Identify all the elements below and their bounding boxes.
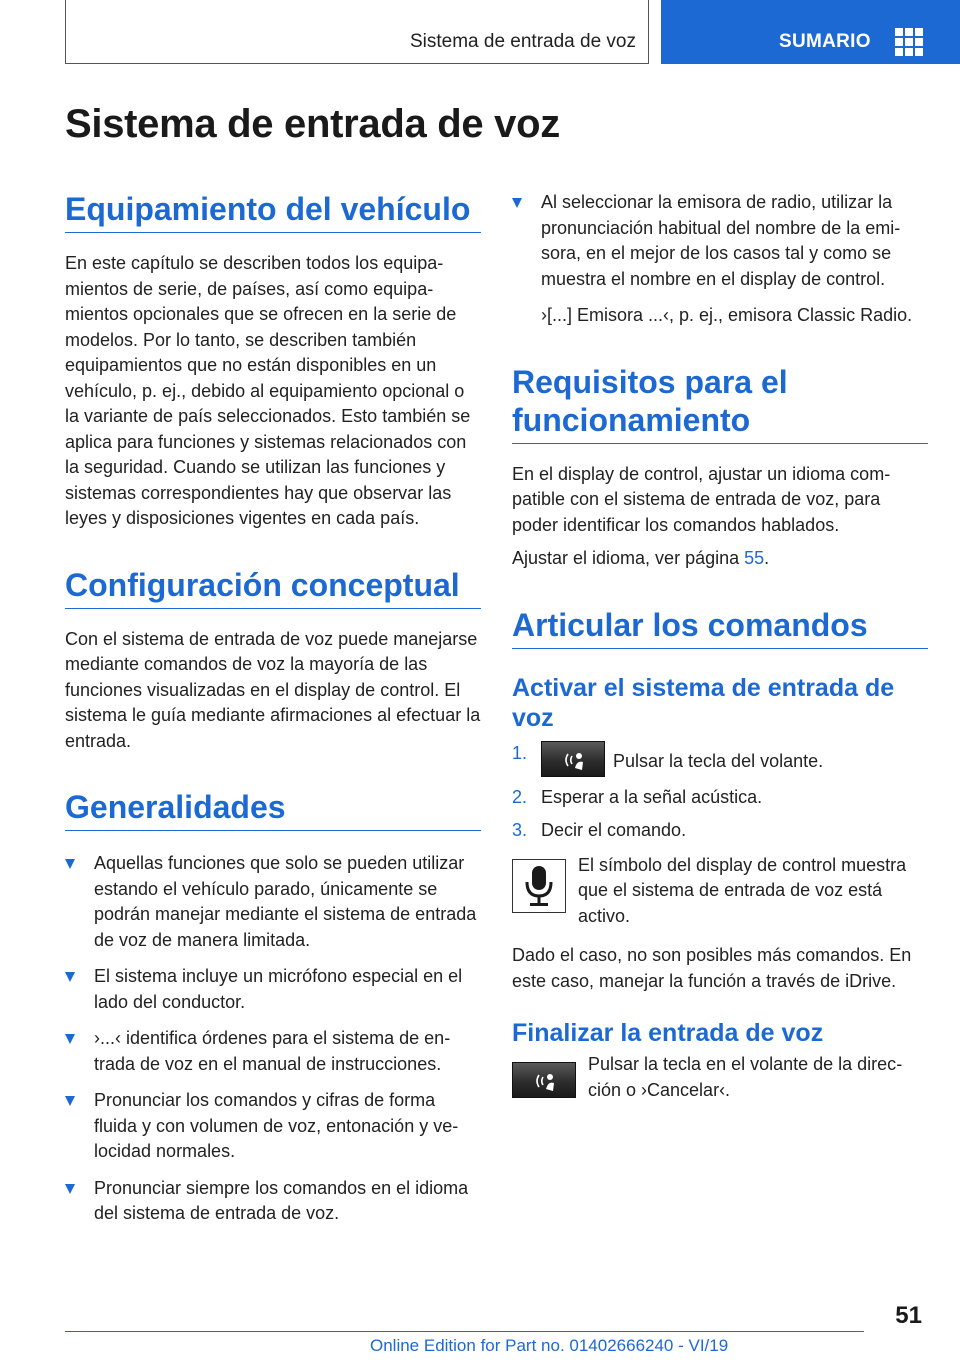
step-number: 3.: [512, 820, 528, 840]
list-item: [65, 1176, 481, 1227]
requisitos-reference: [512, 546, 928, 572]
list-item-text: El sistema incluye un micrófono especial en el lado del conductor.: [94, 966, 463, 1012]
equipamiento-body: En este capítulo se describen todos los equipamientos de serie, de países, así como equipamientos opcionales que se ofrecen en la serie de modelos. Por lo tanto, se describen también equipamientos que no están disponibles en un vehículo, p. ej., debido al equipamiento opcional o la variante de país seleccionados. Esto también se aplica para funciones y sistemas relacionados con la seguridad. Cuando se utilizan las funciones y sistemas correspondientes hay que observar las leyes y disposiciones vigentes en cada país.: [65, 253, 471, 528]
triangle-bullet-icon: [512, 198, 522, 208]
activar-steps: [512, 741, 928, 844]
list-item-text: ›...‹ identifica órdenes para el sistema de entrada de voz en el manual de instrucciones.: [94, 1028, 451, 1074]
finalizar-body: Pulsar la tecla en el volante de la dirección o ›Cancelar‹.: [588, 1054, 903, 1100]
list-item-text: Al seleccionar la emisora de radio, utilizar la pronunciación habitual del nombre de la emisora, en el mejor de los casos tal y como se muestra el nombre en el display de control.: [541, 192, 901, 289]
triangle-bullet-icon: [65, 972, 75, 982]
triangle-bullet-icon: [65, 859, 75, 869]
header-title: Sistema de entrada de voz: [409, 31, 636, 52]
voice-button-icon: [541, 741, 605, 777]
finalizar-block: [512, 1052, 928, 1103]
step-text: Decir el comando.: [541, 820, 687, 840]
activar-extra: Dado el caso, no son posibles más comandos. En este caso, manejar la función a través de iDrive.: [512, 945, 912, 991]
microphone-icon: [512, 859, 566, 913]
section-heading-requisitos: Requisitos para el funcionamiento: [512, 363, 928, 444]
configuracion-body: Con el sistema de entrada de voz puede manejarse mediante comandos de voz la mayoría de las funciones visualizadas en el display de control. El sistema le guía mediante afirmaciones al efectuar la entrada.: [65, 628, 481, 751]
section-heading-configuracion: Configuración conceptual: [65, 566, 481, 609]
triangle-bullet-icon: [65, 1096, 75, 1106]
generalidades-list: [65, 851, 481, 1227]
step-text: Pulsar la tecla del volante.: [613, 750, 824, 771]
reference-end: .: [764, 548, 770, 568]
triangle-bullet-icon: [65, 1034, 75, 1044]
sumario-label: SUMARIO: [779, 31, 871, 52]
section-heading-generalidades: Generalidades: [65, 788, 481, 831]
step-item: [512, 741, 928, 777]
header-title-box: [65, 0, 649, 64]
list-item: [65, 851, 481, 953]
list-item: [65, 964, 481, 1015]
mic-note-text: El símbolo del display de control muestra que el sistema de entrada de voz está activo.: [578, 854, 907, 926]
list-item: [65, 1088, 481, 1165]
page-title: Sistema de entrada de voz: [65, 102, 560, 146]
requisitos-body: En el display de control, ajustar un idioma compatible con el sistema de entrada de voz, para poder identificar los comandos hablados.: [512, 463, 891, 535]
voice-button-icon: [512, 1062, 576, 1098]
mic-note-block: [512, 853, 928, 930]
step-item: [512, 818, 928, 844]
subheading-finalizar: Finalizar la entrada de voz: [512, 1019, 824, 1047]
radio-example: ›[...] Emisora ...‹, p. ej., emisora Classic Radio.: [541, 305, 913, 325]
step-number: 2.: [512, 786, 528, 807]
reference-text: Ajustar el idioma, ver página: [512, 548, 745, 568]
footer-rule: [65, 1331, 864, 1332]
section-heading-equipamiento: Equipamiento del vehículo: [65, 190, 481, 233]
list-item-text: Pronunciar siempre los comandos en el idioma del sistema de entrada de voz.: [94, 1177, 469, 1223]
list-item-text: Pronunciar los comandos y cifras de forma fluida y con volumen de voz, entonación y velocidad normales.: [94, 1090, 459, 1161]
subheading-activar: Activar el sistema de entrada de voz: [512, 673, 895, 732]
left-column: [65, 190, 481, 1227]
footer-edition: Online Edition for Part no. 01402666240 - VI/19: [370, 1336, 729, 1355]
right-column: [512, 190, 928, 1103]
step-text: Esperar a la señal acústica.: [541, 786, 763, 807]
page-number: 51: [895, 1302, 922, 1329]
list-item-text: Aquellas funciones que solo se pueden utilizar estando el vehículo parado, únicamente se podrán manejar mediante el sistema de entrada de voz de manera limitada.: [94, 853, 477, 950]
triangle-bullet-icon: [65, 1184, 75, 1194]
radio-list: [512, 190, 928, 292]
step-number: 1.: [512, 742, 528, 763]
list-item: [65, 1026, 481, 1077]
page-link[interactable]: 55: [744, 548, 765, 568]
section-heading-articular: Articular los comandos: [512, 606, 928, 649]
sumario-button[interactable]: [661, 0, 960, 64]
list-item: [512, 190, 928, 292]
grid-menu-icon: [895, 28, 923, 56]
step-item: [512, 785, 928, 811]
